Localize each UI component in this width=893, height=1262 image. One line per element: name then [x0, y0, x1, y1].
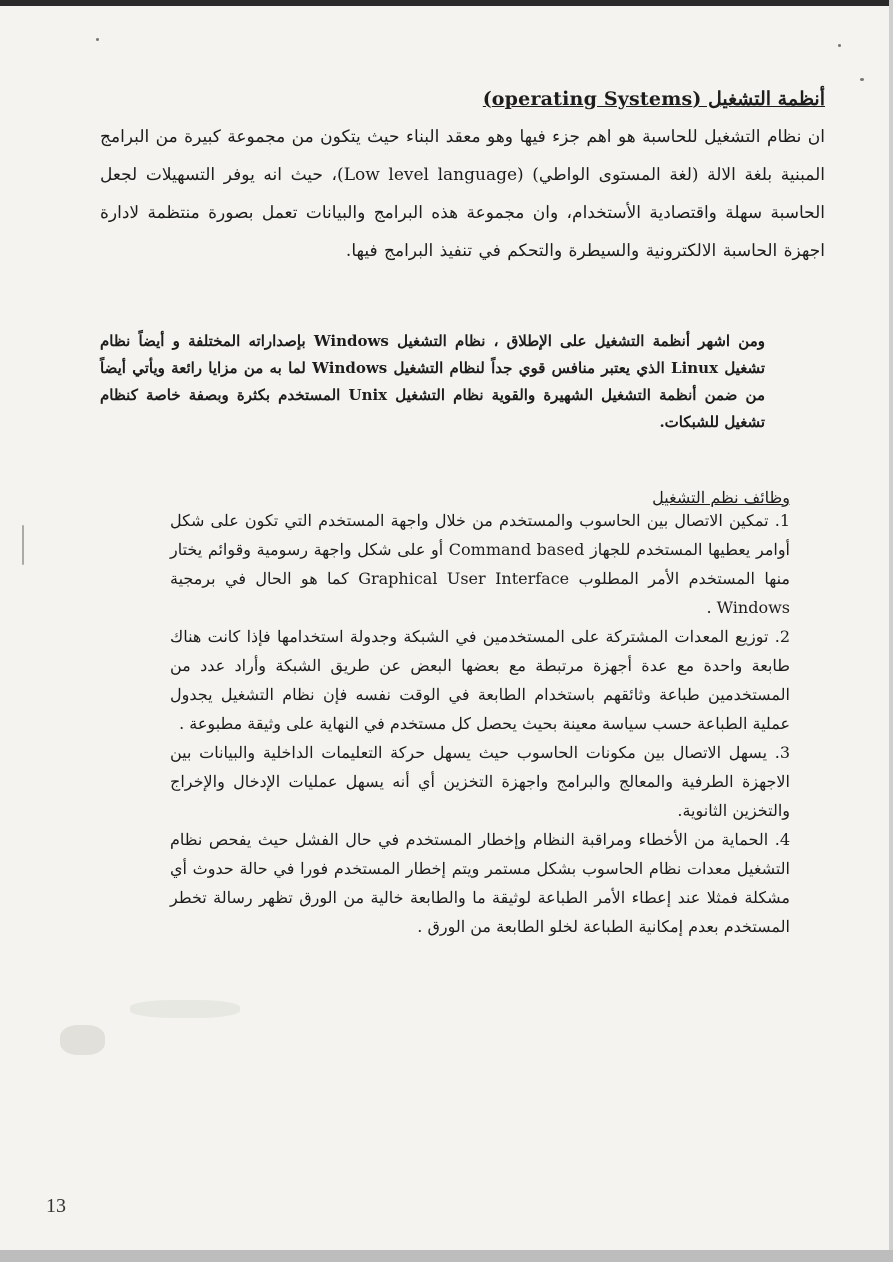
function-item-4: 4. الحماية من الأخطاء ومراقبة النظام وإخطار المستخدم في حال الفشل حيث يفحص نظام التشغيل معدات نظام الحاسوب بشكل مستمر ويتم إخطار المستخدم فورا في حالة حدوث أي مشكلة فمثلا عند إعطاء الأمر الطباعة لوثيقة ما والطابعة خالية من الورق تظهر رسالة تخطر المستخدم بعدم إمكانية الطباعة لخلو الطابعة من الورق . — [170, 830, 790, 936]
scan-smudge — [130, 1000, 240, 1018]
scan-edge-right — [889, 0, 893, 1262]
scan-speck — [22, 525, 24, 565]
scan-speck — [860, 78, 864, 81]
scan-speck — [838, 44, 841, 47]
functions-heading: وظائف نظم التشغيل — [652, 488, 790, 507]
scan-smudge — [60, 1025, 105, 1055]
page-number: 13 — [46, 1195, 66, 1217]
function-item-3: 3. يسهل الاتصال بين مكونات الحاسوب حيث يسهل حركة التعليمات الداخلية والبيانات بين الاجهزة الطرفية والمعالج والبرامج واجهزة التخزين أي أنه يسهل عمليات الإدخال والإخراج والتخزين الثانوية. — [170, 743, 790, 820]
document-title: أنظمة التشغيل (operating Systems) — [482, 88, 825, 110]
scan-edge-bottom — [0, 1250, 893, 1262]
functions-list — [170, 506, 790, 941]
intro-paragraph: ان نظام التشغيل للحاسبة هو اهم جزء فيها وهو معقد البناء حيث يتكون من مجموعة كبيرة من البرامج المبنية بلغة الالة (لغة المستوى الواطي) (Low level language)، حيث انه يوفر التسهيلات لجعل الحاسبة سهلة واقتصادية الأستخدام، وان مجموعة هذه البرامج والبيانات تعمل بصورة منتظمة لادارة اجهزة الحاسبة الالكترونية والسيطرة والتحكم في تنفيذ البرامج فيها. — [100, 127, 825, 261]
function-item-2: 2. توزيع المعدات المشتركة على المستخدمين في الشبكة وجدولة استخدامها فإذا كانت هناك طابعة واحدة مع عدة أجهزة مرتبطة مع بعضها البعض عن طريق الشبكة وأراد عدد من المستخدمين طباعة وثائقهم باستخدام الطابعة في الوقت نفسه فإن نظام التشغيل يجدول عملية الطباعة حسب سياسة معينة بحيث يحصل كل مستخدم في النهاية على وثيقة مطبوعة . — [170, 627, 790, 733]
function-item-1: 1. تمكين الاتصال بين الحاسوب والمستخدم من خلال واجهة المستخدم التي تكون على شكل أوامر يعطيها المستخدم للجهاز Command based أو على شكل واجهة رسومية وقوائم يختار منها المستخدم الأمر المطلوب Graphical User Interface كما هو الحال في برمجية Windows . — [170, 511, 791, 617]
famous-systems-paragraph: ومن اشهر أنظمة التشغيل على الإطلاق ، نظام التشغيل Windows بإصداراته المختلفة و أيضاً نظام تشغيل Linux الذي يعتبر منافس قوي جداً لنظام التشغيل Windows لما به من مزايا رائعة ويأتي أيضاً من ضمن أنظمة التشغيل الشهيرة والقوية نظام التشغيل Unix المستخدم بكثرة وبصفة خاصة كنظام تشغيل للشبكات. — [100, 332, 765, 431]
scan-edge-top — [0, 0, 893, 6]
scan-speck — [96, 38, 99, 41]
